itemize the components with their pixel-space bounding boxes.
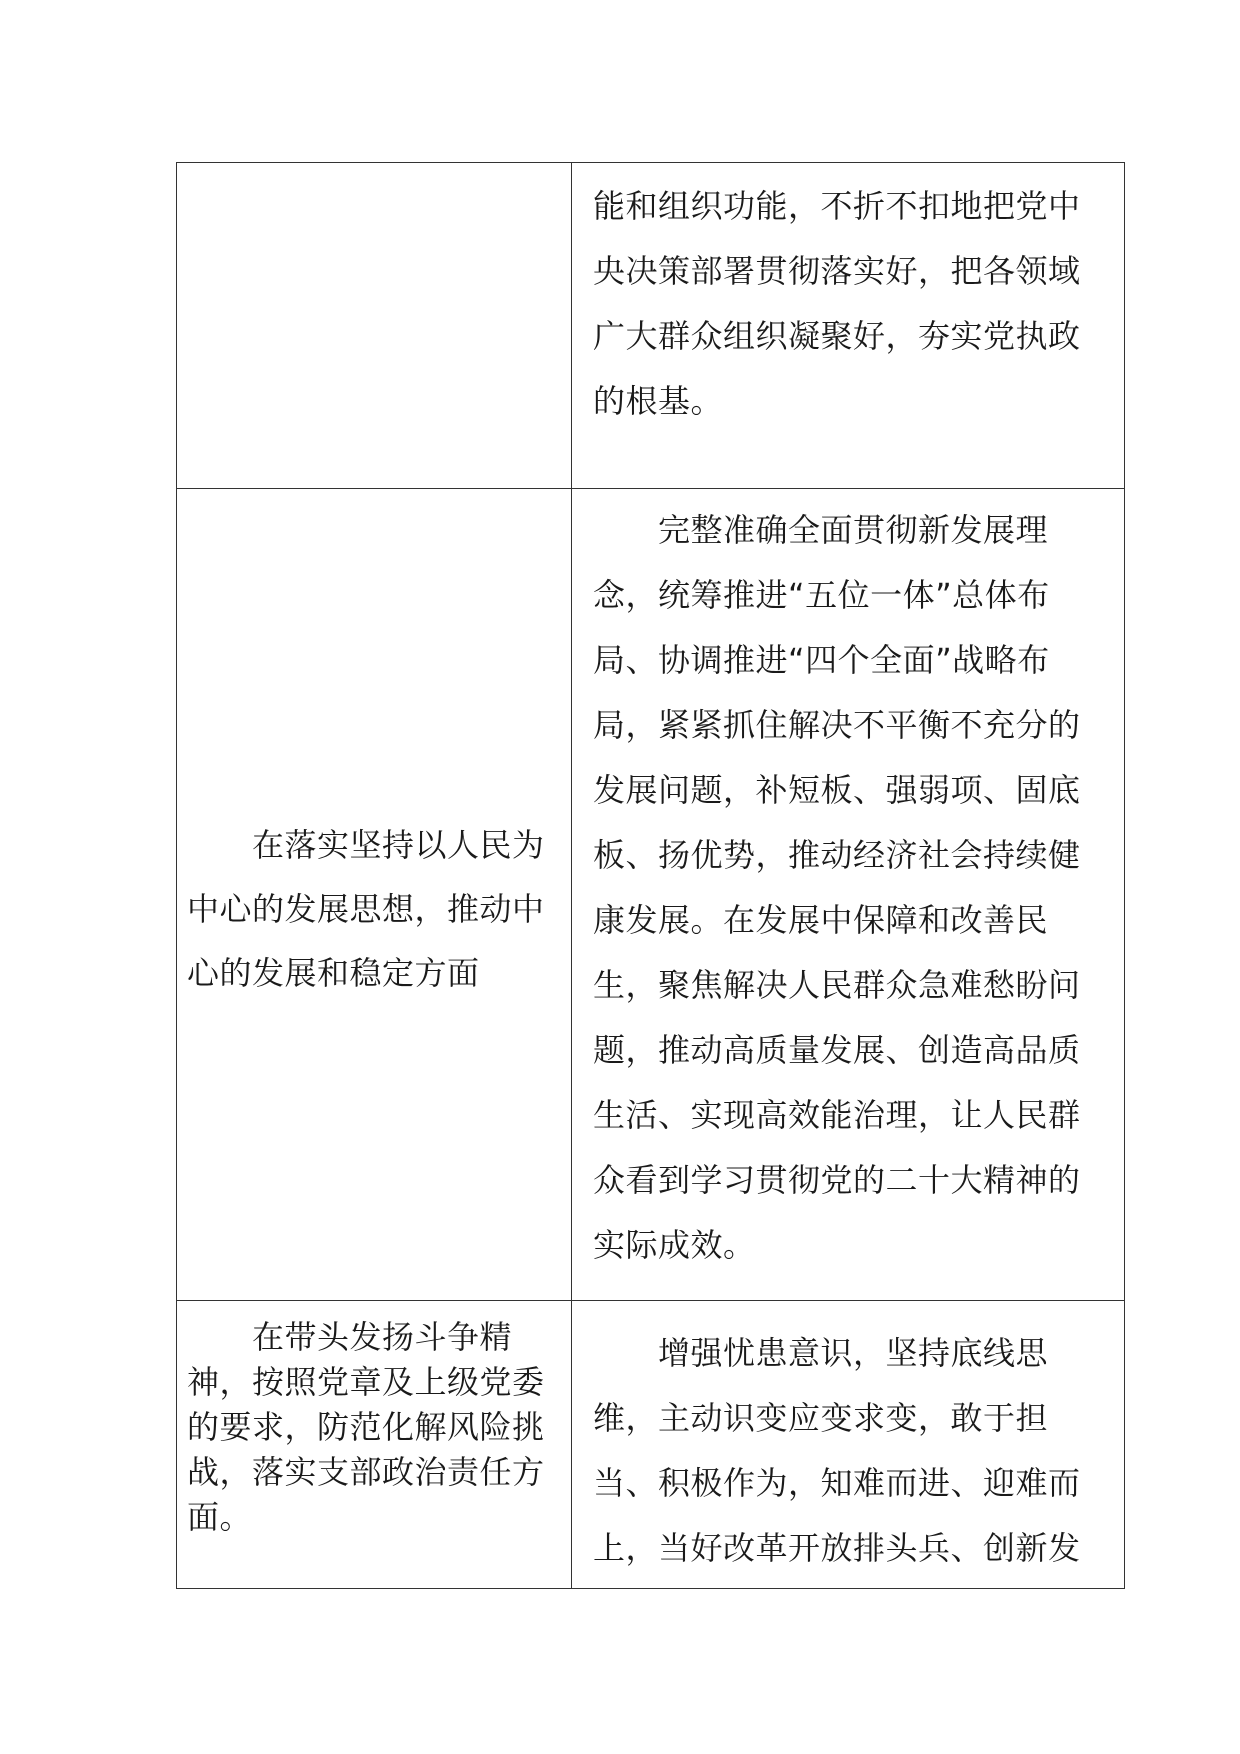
table-row bbox=[177, 1301, 1125, 1589]
content-table bbox=[176, 162, 1125, 1589]
cell-left-text: 在落实坚持以人民为 中心的发展思想，推动中 心的发展和稳定方面 bbox=[187, 825, 545, 992]
cell-left-text: 在带头发扬斗争精 神，按照党章及上级党委 的要求，防范化解风险挑 战，落实支部政治责任方 面。 bbox=[187, 1318, 545, 1536]
table-cell-left bbox=[177, 489, 572, 1301]
cell-right-text: 完整准确全面贯彻新发展理 念，统筹推进“五位一体”总体布 局、协调推进“四个全面”战略布 局，紧紧抓住解决不平衡不充分的 发展问题，补短板、强弱项、固底 板、扬优势，推动经济社会持续健 康发展。在发展中保障和改善民 生，聚焦解决人民群众急难愁盼问 题，推动高质量发展、创造高品质 生活、实现高效能治理，让人民群 众看到学习贯彻党的二十大精神的 实际成效。 bbox=[593, 511, 1081, 1264]
table-cell-right bbox=[572, 163, 1125, 489]
table-cell-left bbox=[177, 163, 572, 489]
table-row bbox=[177, 163, 1125, 489]
cell-right-text: 能和组织功能，不折不扣地把党中 央决策部署贯彻落实好，把各领域 广大群众组织凝聚好，夯实党执政 的根基。 bbox=[593, 187, 1081, 420]
table-cell-right bbox=[572, 1301, 1125, 1589]
table-cell-right bbox=[572, 489, 1125, 1301]
cell-right-text: 增强忧患意识，坚持底线思 维，主动识变应变求变，敢于担 当、积极作为，知难而进、迎难而 上，当好改革开放排头兵、创新发 bbox=[593, 1334, 1081, 1567]
table-cell-left bbox=[177, 1301, 572, 1589]
table-row bbox=[177, 489, 1125, 1301]
